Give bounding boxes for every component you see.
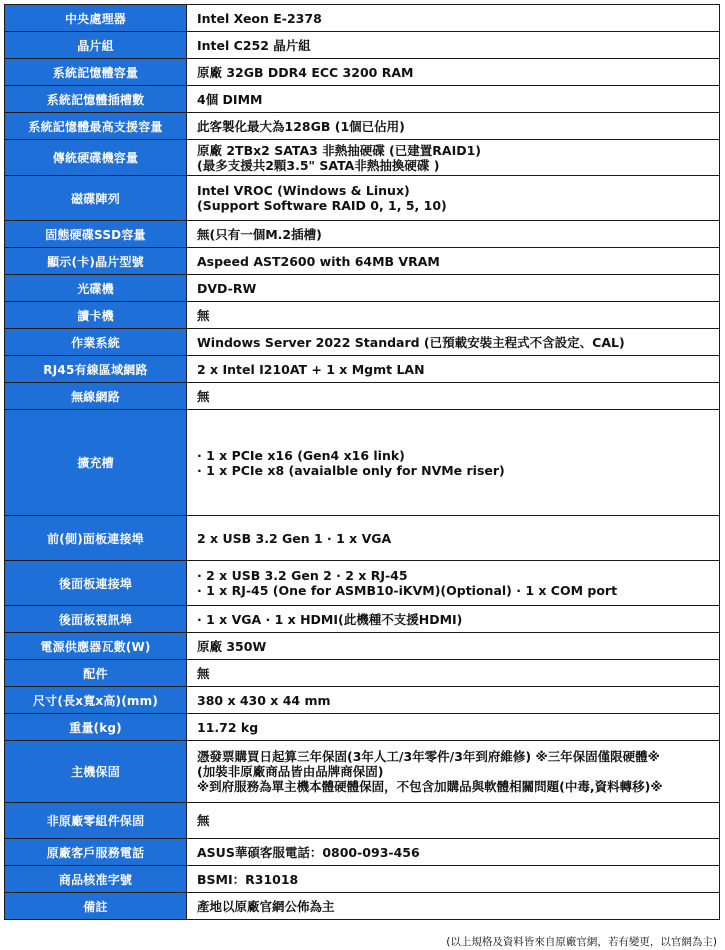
spec-row <box>5 356 720 383</box>
spec-value <box>187 32 720 59</box>
spec-value-line: (最多支援共2顆3.5" SATA非熱抽換硬碟 ) <box>197 157 440 173</box>
spec-label: 顯示(卡)晶片型號 <box>5 248 187 275</box>
spec-value-line: DVD-RW <box>197 280 257 296</box>
spec-row <box>5 113 720 140</box>
spec-row <box>5 561 720 606</box>
spec-value-line: · 2 x USB 3.2 Gen 2 · 2 x RJ-45 <box>197 568 408 583</box>
spec-row <box>5 302 720 329</box>
spec-label: 作業系統 <box>5 329 187 356</box>
spec-row <box>5 410 720 516</box>
spec-value-line: 11.72 kg <box>197 719 259 735</box>
footer-note: (以上規格及資料皆來自原廠官網，若有變更，以官網為主) <box>446 936 717 948</box>
spec-label: 磁碟陣列 <box>5 176 187 221</box>
spec-value <box>187 687 720 714</box>
spec-row <box>5 633 720 660</box>
spec-row <box>5 866 720 893</box>
spec-value-line: · 1 x RJ-45 (One for ASMB10-iKVM)(Optional) · 1 x COM port <box>197 583 618 598</box>
spec-label: 系統記憶體容量 <box>5 59 187 86</box>
spec-label: RJ45有線區域網路 <box>5 356 187 383</box>
spec-label: 備註 <box>5 893 187 920</box>
spec-label: 後面板連接埠 <box>5 561 187 606</box>
spec-value-line: 此客製化最大為128GB (1個已佔用) <box>197 118 405 134</box>
spec-row <box>5 329 720 356</box>
spec-value-line: 原廠 2TBx2 SATA3 非熱抽硬碟 (已建置RAID1) <box>197 142 482 158</box>
spec-label: 光碟機 <box>5 275 187 302</box>
spec-label: 讀卡機 <box>5 302 187 329</box>
spec-value-line: 原廠 350W <box>197 638 267 654</box>
spec-value-line: 產地以原廠官網公佈為主 <box>197 898 335 914</box>
spec-value-line: Intel VROC (Windows & Linux) <box>197 183 410 198</box>
spec-row <box>5 176 720 221</box>
spec-value <box>187 410 720 516</box>
spec-row <box>5 140 720 176</box>
spec-label: 無線網路 <box>5 383 187 410</box>
spec-value <box>187 140 720 176</box>
spec-value-line: BSMI：R31018 <box>197 871 299 887</box>
spec-row <box>5 248 720 275</box>
spec-label: 固態硬碟SSD容量 <box>5 221 187 248</box>
spec-value-line: 4個 DIMM <box>197 91 263 107</box>
spec-label: 尺寸(長x寬x高)(mm) <box>5 687 187 714</box>
spec-value <box>187 866 720 893</box>
spec-value <box>187 329 720 356</box>
spec-value <box>187 633 720 660</box>
spec-table-body <box>5 5 720 920</box>
spec-value <box>187 86 720 113</box>
spec-row <box>5 59 720 86</box>
spec-label: 晶片組 <box>5 32 187 59</box>
spec-value-line: 無 <box>197 665 210 681</box>
spec-value <box>187 302 720 329</box>
spec-label: 擴充槽 <box>5 410 187 516</box>
spec-value-line: Aspeed AST2600 with 64MB VRAM <box>197 253 440 269</box>
spec-row <box>5 741 720 803</box>
spec-value-line: 無 <box>197 813 210 828</box>
spec-value-line: 原廠 32GB DDR4 ECC 3200 RAM <box>197 64 414 80</box>
spec-row <box>5 803 720 839</box>
spec-row <box>5 714 720 741</box>
spec-label: 中央處理器 <box>5 5 187 32</box>
spec-row <box>5 383 720 410</box>
spec-value <box>187 221 720 248</box>
spec-label: 電源供應器瓦數(W) <box>5 633 187 660</box>
spec-label: 主機保固 <box>5 741 187 803</box>
spec-value <box>187 893 720 920</box>
spec-value-line: 無(只有一個M.2插槽) <box>197 226 322 242</box>
spec-row <box>5 606 720 633</box>
spec-value <box>187 176 720 221</box>
spec-value-line: 380 x 430 x 44 mm <box>197 692 331 708</box>
spec-value-line: · 1 x VGA · 1 x HDMI(此機種不支援HDMI) <box>197 611 463 627</box>
spec-row <box>5 893 720 920</box>
spec-value <box>187 660 720 687</box>
spec-row <box>5 5 720 32</box>
spec-value-line: · 1 x PCIe x16 (Gen4 x16 link) <box>197 447 405 463</box>
spec-label: 商品核准字號 <box>5 866 187 893</box>
spec-row <box>5 86 720 113</box>
spec-value <box>187 516 720 561</box>
spec-label: 後面板視訊埠 <box>5 606 187 633</box>
spec-row <box>5 516 720 561</box>
spec-label: 配件 <box>5 660 187 687</box>
spec-value-line: · 1 x PCIe x8 (avaialble only for NVMe riser) <box>197 462 505 478</box>
spec-table <box>4 4 720 920</box>
spec-value-line: (Support Software RAID 0, 1, 5, 10) <box>197 198 447 213</box>
spec-value <box>187 5 720 32</box>
spec-label: 原廠客戶服務電話 <box>5 839 187 866</box>
spec-label: 系統記憶體最高支援容量 <box>5 113 187 140</box>
spec-value <box>187 383 720 410</box>
spec-value <box>187 606 720 633</box>
spec-value-line: ※到府服務為單主機本體硬體保固，不包含加購品與軟體相關問題(中毒,資料轉移)※ <box>197 779 663 794</box>
spec-value-line: Intel Xeon E-2378 <box>197 10 322 26</box>
spec-value-line: 2 x USB 3.2 Gen 1 · 1 x VGA <box>197 530 392 546</box>
spec-row <box>5 275 720 302</box>
spec-label: 重量(kg) <box>5 714 187 741</box>
spec-label: 傳統硬碟機容量 <box>5 140 187 176</box>
spec-value <box>187 561 720 606</box>
spec-value <box>187 839 720 866</box>
spec-label: 前(側)面板連接埠 <box>5 516 187 561</box>
spec-value-line: 無 <box>197 388 210 404</box>
spec-value <box>187 803 720 839</box>
spec-value-line: ASUS華碩客服電話：0800-093-456 <box>197 844 420 860</box>
spec-value <box>187 113 720 140</box>
spec-label: 系統記憶體插槽數 <box>5 86 187 113</box>
spec-value-line: Intel C252 晶片組 <box>197 37 311 53</box>
spec-value-line: 無 <box>197 307 210 323</box>
spec-row <box>5 687 720 714</box>
spec-value <box>187 356 720 383</box>
spec-row <box>5 221 720 248</box>
spec-value <box>187 59 720 86</box>
spec-value <box>187 714 720 741</box>
spec-value-line: Windows Server 2022 Standard (已預載安裝主程式不含設定、CAL) <box>197 334 625 350</box>
spec-value-line: 2 x Intel I210AT + 1 x Mgmt LAN <box>197 361 425 377</box>
spec-value-line: (加裝非原廠商品皆由品牌商保固) <box>197 764 384 779</box>
spec-value <box>187 248 720 275</box>
spec-row <box>5 32 720 59</box>
spec-value <box>187 741 720 803</box>
spec-row <box>5 660 720 687</box>
spec-value-line: 憑發票購買日起算三年保固(3年人工/3年零件/3年到府維修) ※三年保固僅限硬體※ <box>197 749 660 764</box>
spec-row <box>5 839 720 866</box>
spec-label: 非原廠零組件保固 <box>5 803 187 839</box>
spec-value <box>187 275 720 302</box>
